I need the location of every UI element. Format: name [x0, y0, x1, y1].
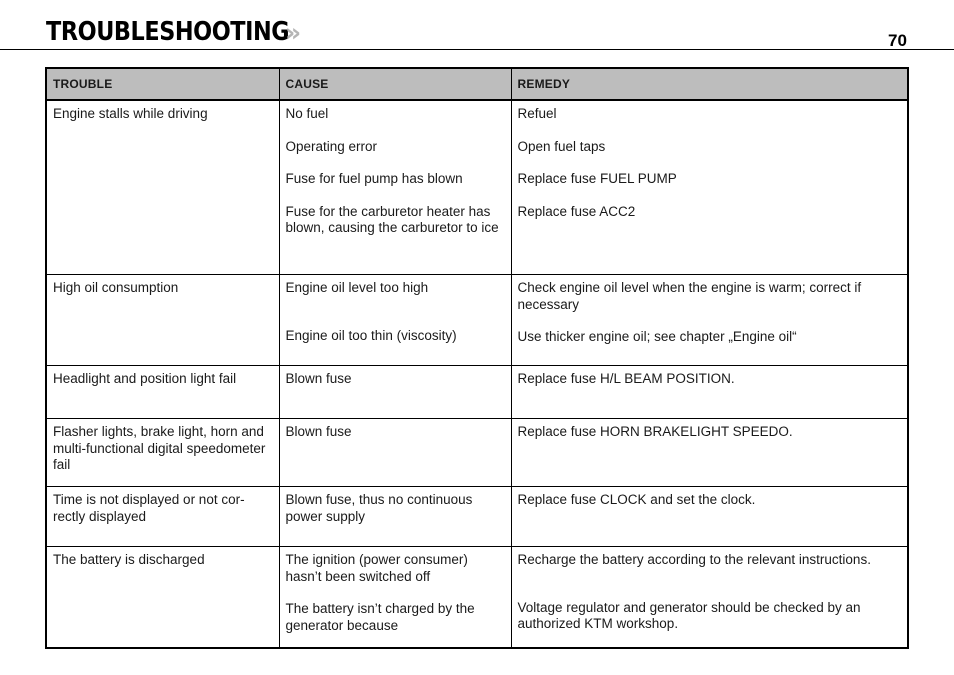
trouble-text: Engine stalls while driving: [53, 106, 208, 121]
page-title: TROUBLESHOOTING: [46, 17, 290, 47]
remedy-item: Replace fuse CLOCK and set the clock.: [517, 492, 756, 507]
cause-item: Blown fuse: [285, 424, 352, 439]
cause-item: Fuse for the carburetor heater has blown, causing the carburetor to ice: [285, 203, 499, 235]
remedy-cell: [511, 419, 908, 487]
cause-cell: [279, 487, 511, 547]
remedy-item: Replace fuse FUEL PUMP: [517, 171, 677, 186]
remedy-item: Replace fuse H/L BEAM POSITION.: [517, 371, 735, 386]
cause-spacer: [286, 297, 505, 328]
remedy-item: Voltage regulator and generator should be checked by an authorized KTM workshop.: [517, 599, 861, 631]
remedy-cell: [511, 275, 908, 366]
column-header-trouble: TROUBLE: [46, 68, 279, 100]
cause-item: Engine oil too thin (viscosity): [285, 327, 457, 343]
page-number: 70: [888, 31, 907, 50]
column-header-remedy: REMEDY: [511, 68, 908, 100]
trouble-cell: [46, 366, 279, 419]
remedy-item: Open fuel taps: [517, 138, 606, 154]
cause-item: Engine oil level too high: [285, 280, 429, 295]
table-row: [46, 547, 908, 649]
remedy-cell: [511, 547, 908, 649]
remedy-spacer: [518, 569, 902, 600]
cause-cell: [279, 100, 511, 275]
troubleshooting-table: [45, 67, 909, 649]
cause-cell: [279, 419, 511, 487]
trouble-text: Flasher lights, brake light, horn and multi-functional digital speedometer fail: [53, 424, 266, 472]
cause-item: Fuse for fuel pump has blown: [285, 171, 463, 186]
remedy-cell: [511, 487, 908, 547]
remedy-item: Replace fuse HORN BRAKELIGHT SPEEDO.: [517, 424, 793, 439]
cause-item: The ignition (power consumer) hasn’t been switched off: [285, 552, 468, 584]
trouble-cell: [46, 100, 279, 275]
trouble-text: High oil consumption: [53, 280, 179, 295]
remedy-item: Replace fuse ACC2: [517, 203, 636, 219]
remedy-cell: [511, 366, 908, 419]
cause-item: Operating error: [285, 138, 378, 154]
page-header: [0, 0, 954, 50]
cause-item: No fuel: [285, 106, 329, 121]
trouble-text: The battery is discharged: [53, 552, 205, 567]
trouble-text: Time is not displayed or not cor-rectly displayed: [53, 492, 245, 524]
cause-cell: [279, 547, 511, 649]
trouble-cell: [46, 547, 279, 649]
table-row: [46, 275, 908, 366]
trouble-cell: [46, 275, 279, 366]
table-row: [46, 487, 908, 547]
trouble-cell: [46, 419, 279, 487]
trouble-text: Headlight and position light fail: [53, 371, 237, 386]
trouble-cell: [46, 487, 279, 547]
cause-item: The battery isn’t charged by the generator because: [285, 601, 475, 633]
remedy-item: Check engine oil level when the engine is warm; correct if necessary: [517, 280, 862, 312]
table-row: [46, 100, 908, 275]
remedy-item: Recharge the battery according to the relevant instructions.: [517, 552, 871, 567]
cause-item: Blown fuse: [285, 371, 352, 386]
column-header-cause: CAUSE: [279, 68, 511, 100]
remedy-item: Use thicker engine oil; see chapter „Engine oil“: [517, 329, 797, 344]
table-row: [46, 366, 908, 419]
cause-cell: [279, 275, 511, 366]
cause-item: Blown fuse, thus no continuous power supply: [285, 492, 473, 524]
remedy-cell: [511, 100, 908, 275]
cause-cell: [279, 366, 511, 419]
table-row: [46, 419, 908, 487]
chevron-icon: »: [285, 18, 302, 47]
table-header-row: [46, 68, 908, 100]
remedy-item: Refuel: [517, 106, 557, 121]
